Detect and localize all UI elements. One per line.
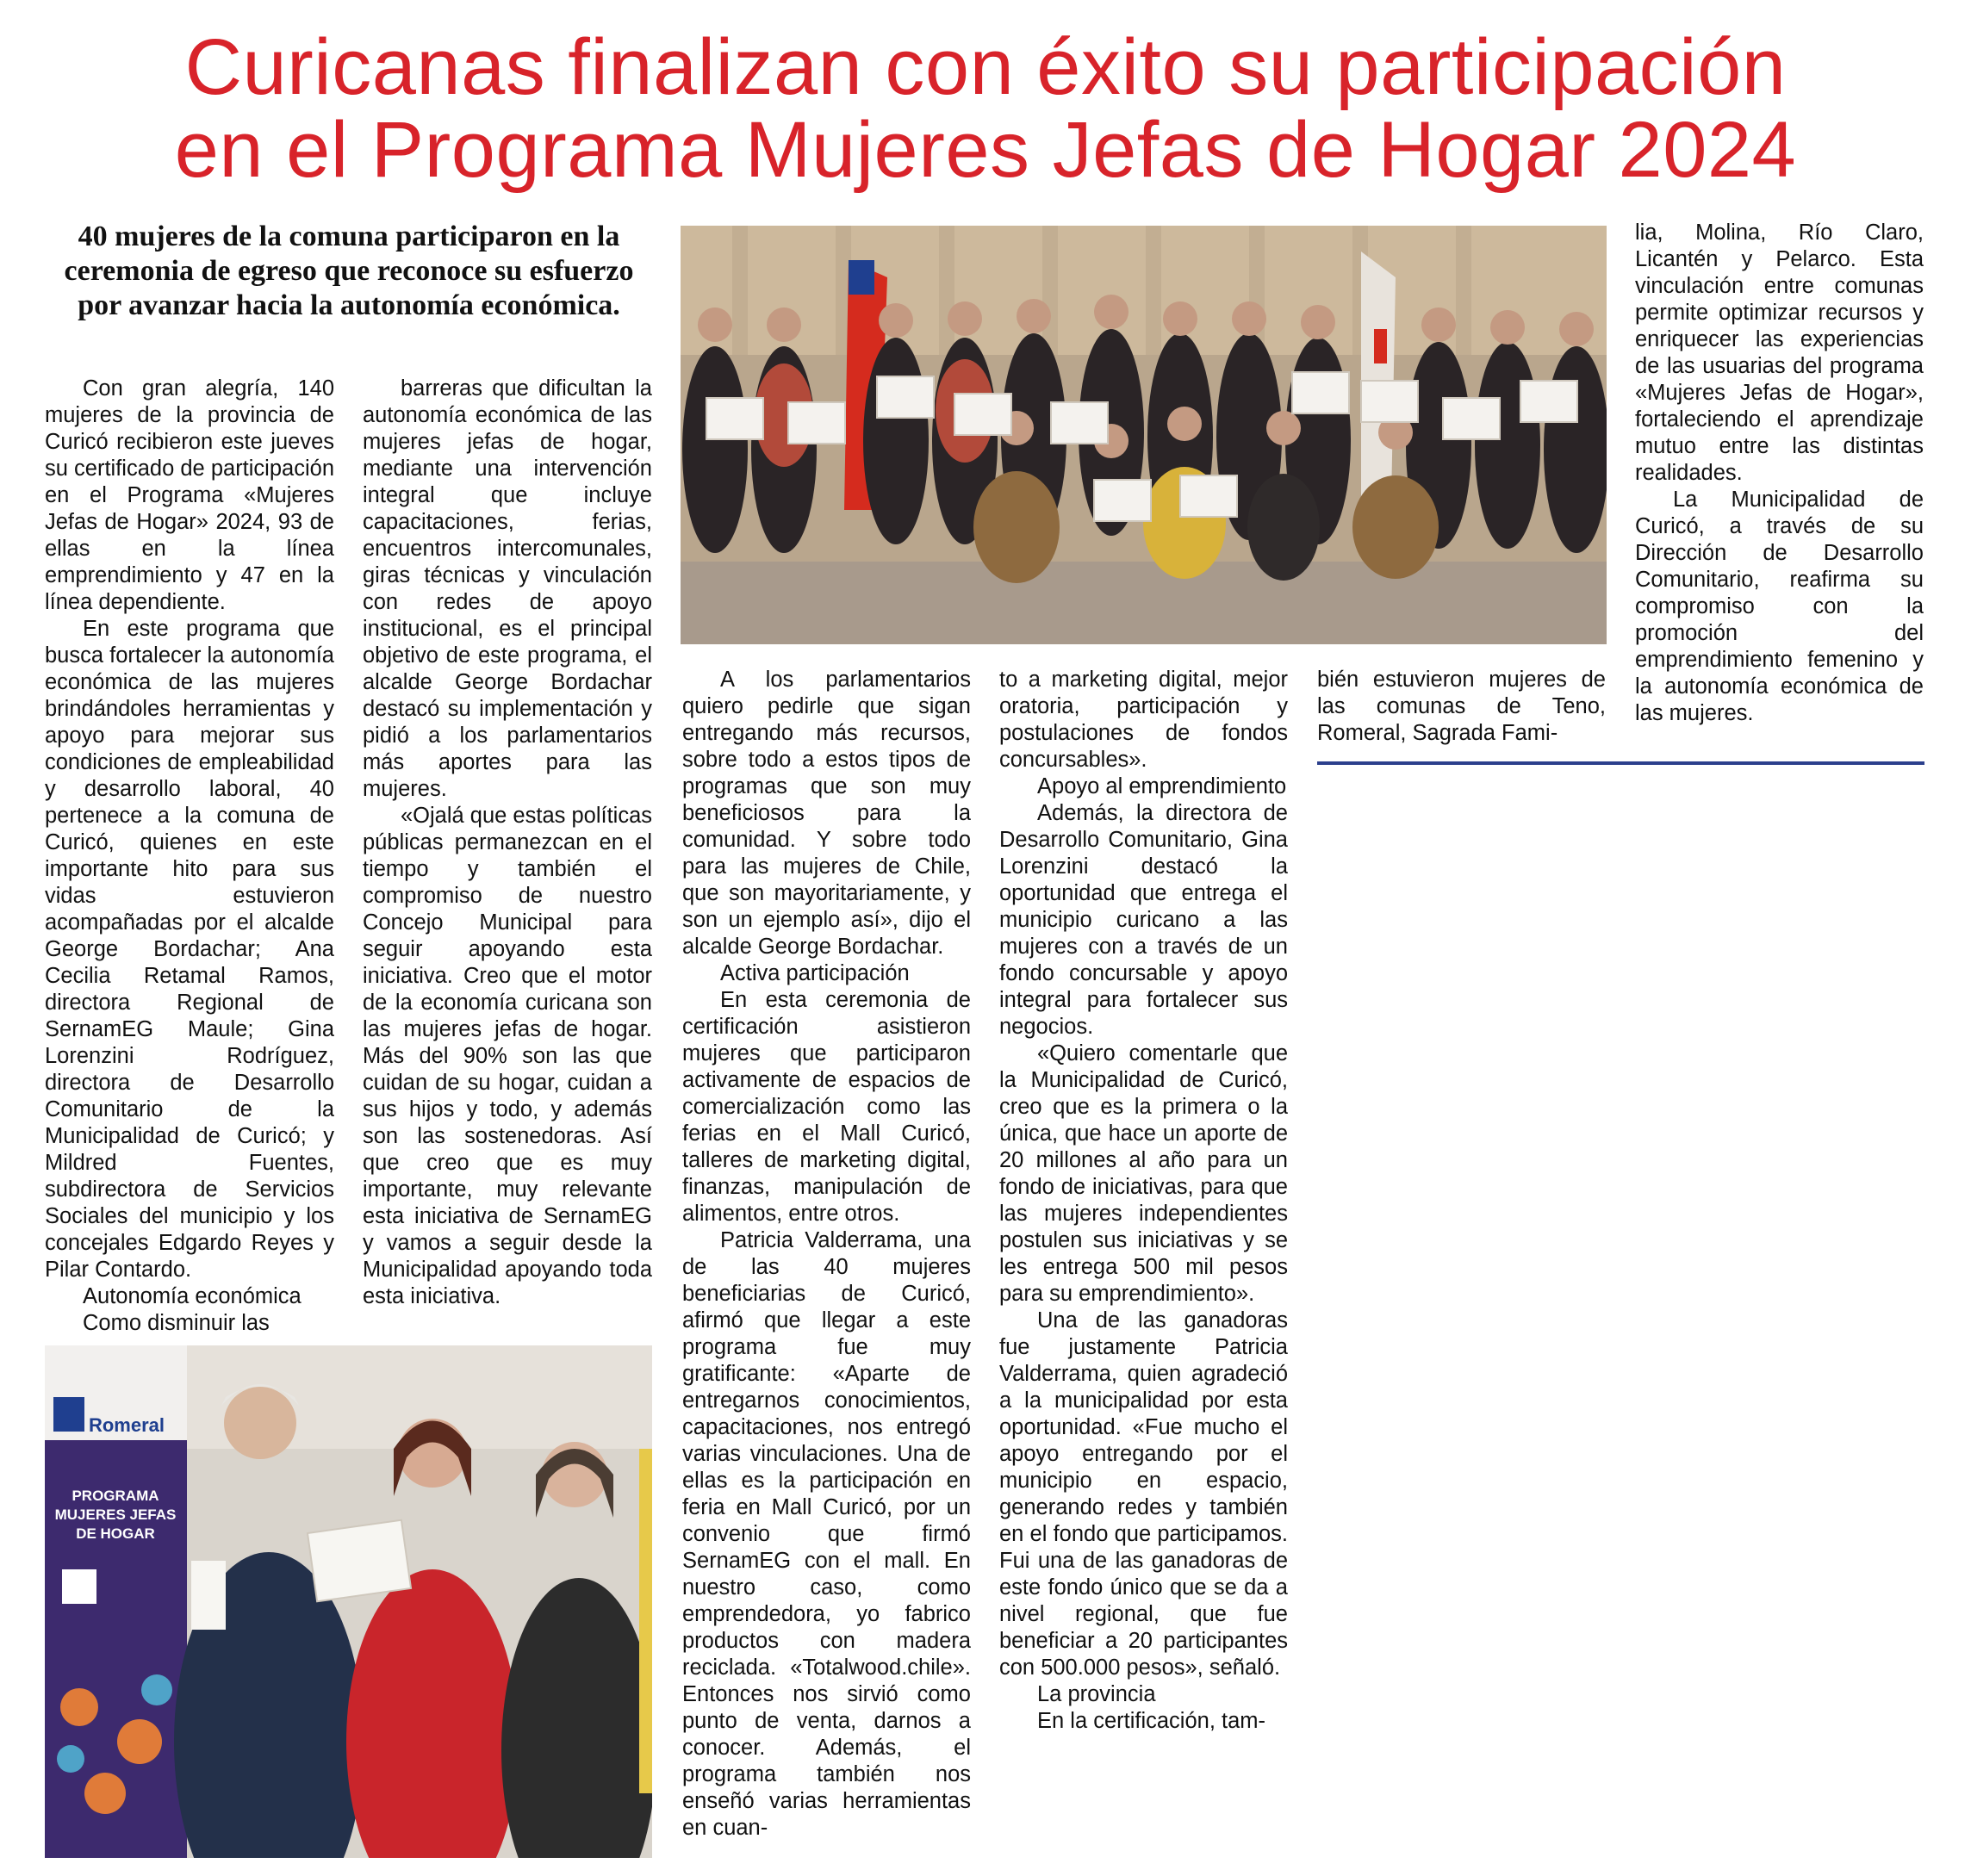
- section-subheading: Autonomía económica: [83, 1284, 302, 1308]
- article-column-5: [1317, 667, 1606, 761]
- paragraph: Patricia Valderrama, una de las 40 mujeres beneficiarias de Curicó, afirmó que llegar a este programa fue muy gratificante: «Aparte de entregarnos conocimientos, capacitaciones, nos entregó varias vinculaciones. Una de ellas es la participación en feria en Mall Curicó, por un convenio que firmó SernamEG con el mall. En nuestro caso, como emprendedora, yo fabrico productos con madera reciclada. «Totalwood.chile». Entonces nos sirvió como punto de venta, darnos a conocer. Además, el programa también nos enseñó varias herramientas en cuan-: [682, 1228, 971, 1840]
- paragraph: barreras que dificultan la autonomía económica de las mujeres jefas de hogar, mediante una intervención integral que incluye capacitaciones, ferias, encuentros intercomunales, giras técnicas y vinculación con redes de apoyo institucional, es el principal objetivo de este programa, el alcalde George Bordachar destacó su implementación y pidió a los parlamentarios más aportes para las mujeres.: [363, 376, 652, 801]
- paragraph: «Ojalá que estas políticas públicas permanezcan en el tiempo y también el compromiso de nuestro Concejo Municipal para seguir apoyando esta iniciativa. Creo que el motor de la economía curicana son las mujeres jefas de hogar. Más del 90% son las que cuidan de su hogar, cuidan a sus hijos y todo, y además son las sostenedoras. Así que creo que es muy importante, muy relevante esta iniciativa de SernamEG y vamos a seguir desde la Municipalidad apoyando toda esta iniciativa.: [363, 804, 652, 1308]
- award-photo: [45, 1345, 652, 1858]
- article-column-3: [682, 667, 971, 1855]
- paragraph: «Quiero comentarle que la Municipalidad de Curicó, creo que es la primera o la única, que hace un aporte de 20 millones al año para un fondo de iniciativas, para que las mujeres independientes postulen sus iniciativas y se les entrega 500 mil pesos para su emprendimiento».: [999, 1041, 1288, 1306]
- award-photo-image: [45, 1345, 652, 1858]
- headline: [0, 23, 1971, 194]
- deck-subtitle: 40 mujeres de la comuna participaron en la ceremonia de egreso que reconoce su esfuerzo por avanzar hacia la autonomía económica.: [64, 221, 634, 321]
- banner-text-1: PROGRAMA: [72, 1488, 159, 1504]
- paragraph: to a marketing digital, mejor oratoria, participación y postulaciones de fondos concursables».: [999, 668, 1288, 772]
- section-subheading: Activa participación: [720, 961, 910, 985]
- paragraph: Una de las ganadoras fue justamente Patricia Valderrama, quien agradeció a la municipalidad por esta oportunidad. «Fue mucho el apoyo entregando por el municipio en espacio, generando redes y también en el fondo que participamos. Fui una de las ganadoras de este fondo único que se da a nivel regional, que fue beneficiar a 20 participantes con 500.000 pesos», señaló.: [999, 1308, 1288, 1680]
- paragraph: Además, la directora de Desarrollo Comunitario, Gina Lorenzini destacó la oportunidad que entrega el municipio curicano a las mujeres con a través de un fondo concursable y apoyo integral para fortalecer sus negocios.: [999, 801, 1288, 1039]
- paragraph: Con gran alegría, 140 mujeres de la provincia de Curicó recibieron este jueves su certificado de participación en el Programa «Mujeres Jefas de Hogar» 2024, 93 de ellas en la línea emprendimiento y 47 en la línea dependiente.: [45, 376, 334, 614]
- end-rule: [1317, 761, 1924, 765]
- paragraph: A los parlamentarios quiero pedirle que sigan entregando más recursos, sobre todo a estos tipos de programas que son muy beneficiosos para la comunidad. Y sobre todo para las mujeres de Chile, que son mayoritariamente, y son un ejemplo así», dijo el alcalde George Bordachar.: [682, 668, 971, 959]
- paragraph: En esta ceremonia de certificación asistieron mujeres que participaron activamente de espacios de comercialización como las ferias en el Mall Curicó, talleres de marketing digital, finanzas, manipulación de alimentos, entre otros.: [682, 988, 971, 1226]
- paragraph: En la certificación, tam-: [1037, 1709, 1266, 1733]
- group-photo-image: [681, 226, 1607, 644]
- article-column-1: [45, 376, 334, 1332]
- headline-line-2: en el Programa Mujeres Jefas de Hogar 2024: [174, 106, 1797, 194]
- paragraph: En este programa que busca fortalecer la autonomía económica de las mujeres brindándoles herramientas y apoyo para mejorar sus condiciones de empleabilidad y desarrollo laboral, 40 pertenece a la comuna de Curicó, quienes en este importante hito para sus vidas estuvieron acompañadas por el alcalde George Bordachar; Ana Cecilia Retamal Ramos, directora Regional de SernamEG Maule; Gina Lorenzini Rodríguez, directora de Desarrollo Comunitario de la Municipalidad de Curicó; y Mildred Fuentes, subdirectora de Servicios Sociales del municipio y los concejales Edgardo Reyes y Pilar Contardo.: [45, 617, 334, 1282]
- banner-text-3: DE HOGAR: [76, 1525, 155, 1542]
- article-column-6: [1635, 220, 1924, 736]
- section-subheading: Apoyo al emprendimiento: [1037, 774, 1287, 798]
- article-column-2: [363, 376, 652, 1332]
- headline-line-1: Curicanas finalizan con éxito su participación: [184, 23, 1787, 111]
- banner-text-2: MUJERES JEFAS: [54, 1506, 177, 1523]
- group-photo: [681, 226, 1607, 644]
- section-subheading: La provincia: [1037, 1682, 1156, 1706]
- paragraph: lia, Molina, Río Claro, Licantén y Pelarco. Esta vinculación entre comunas permite optimizar recursos y enriquecer las experiencias de las usuarias del programa «Mujeres Jefas de Hogar», fortaleciendo el aprendizaje mutuo entre las distintas realidades.: [1635, 221, 1924, 485]
- paragraph: Como disminuir las: [83, 1311, 270, 1332]
- paragraph: bién estuvieron mujeres de las comunas de Teno, Romeral, Sagrada Fami-: [1317, 668, 1606, 745]
- article-column-4: [999, 667, 1288, 1855]
- paragraph: La Municipalidad de Curicó, a través de su Dirección de Desarrollo Comunitario, reafirma su compromiso con la promoción del emprendimiento femenino y la autonomía económica de las mujeres.: [1635, 488, 1924, 725]
- banner-logo: Romeral: [88, 1414, 165, 1436]
